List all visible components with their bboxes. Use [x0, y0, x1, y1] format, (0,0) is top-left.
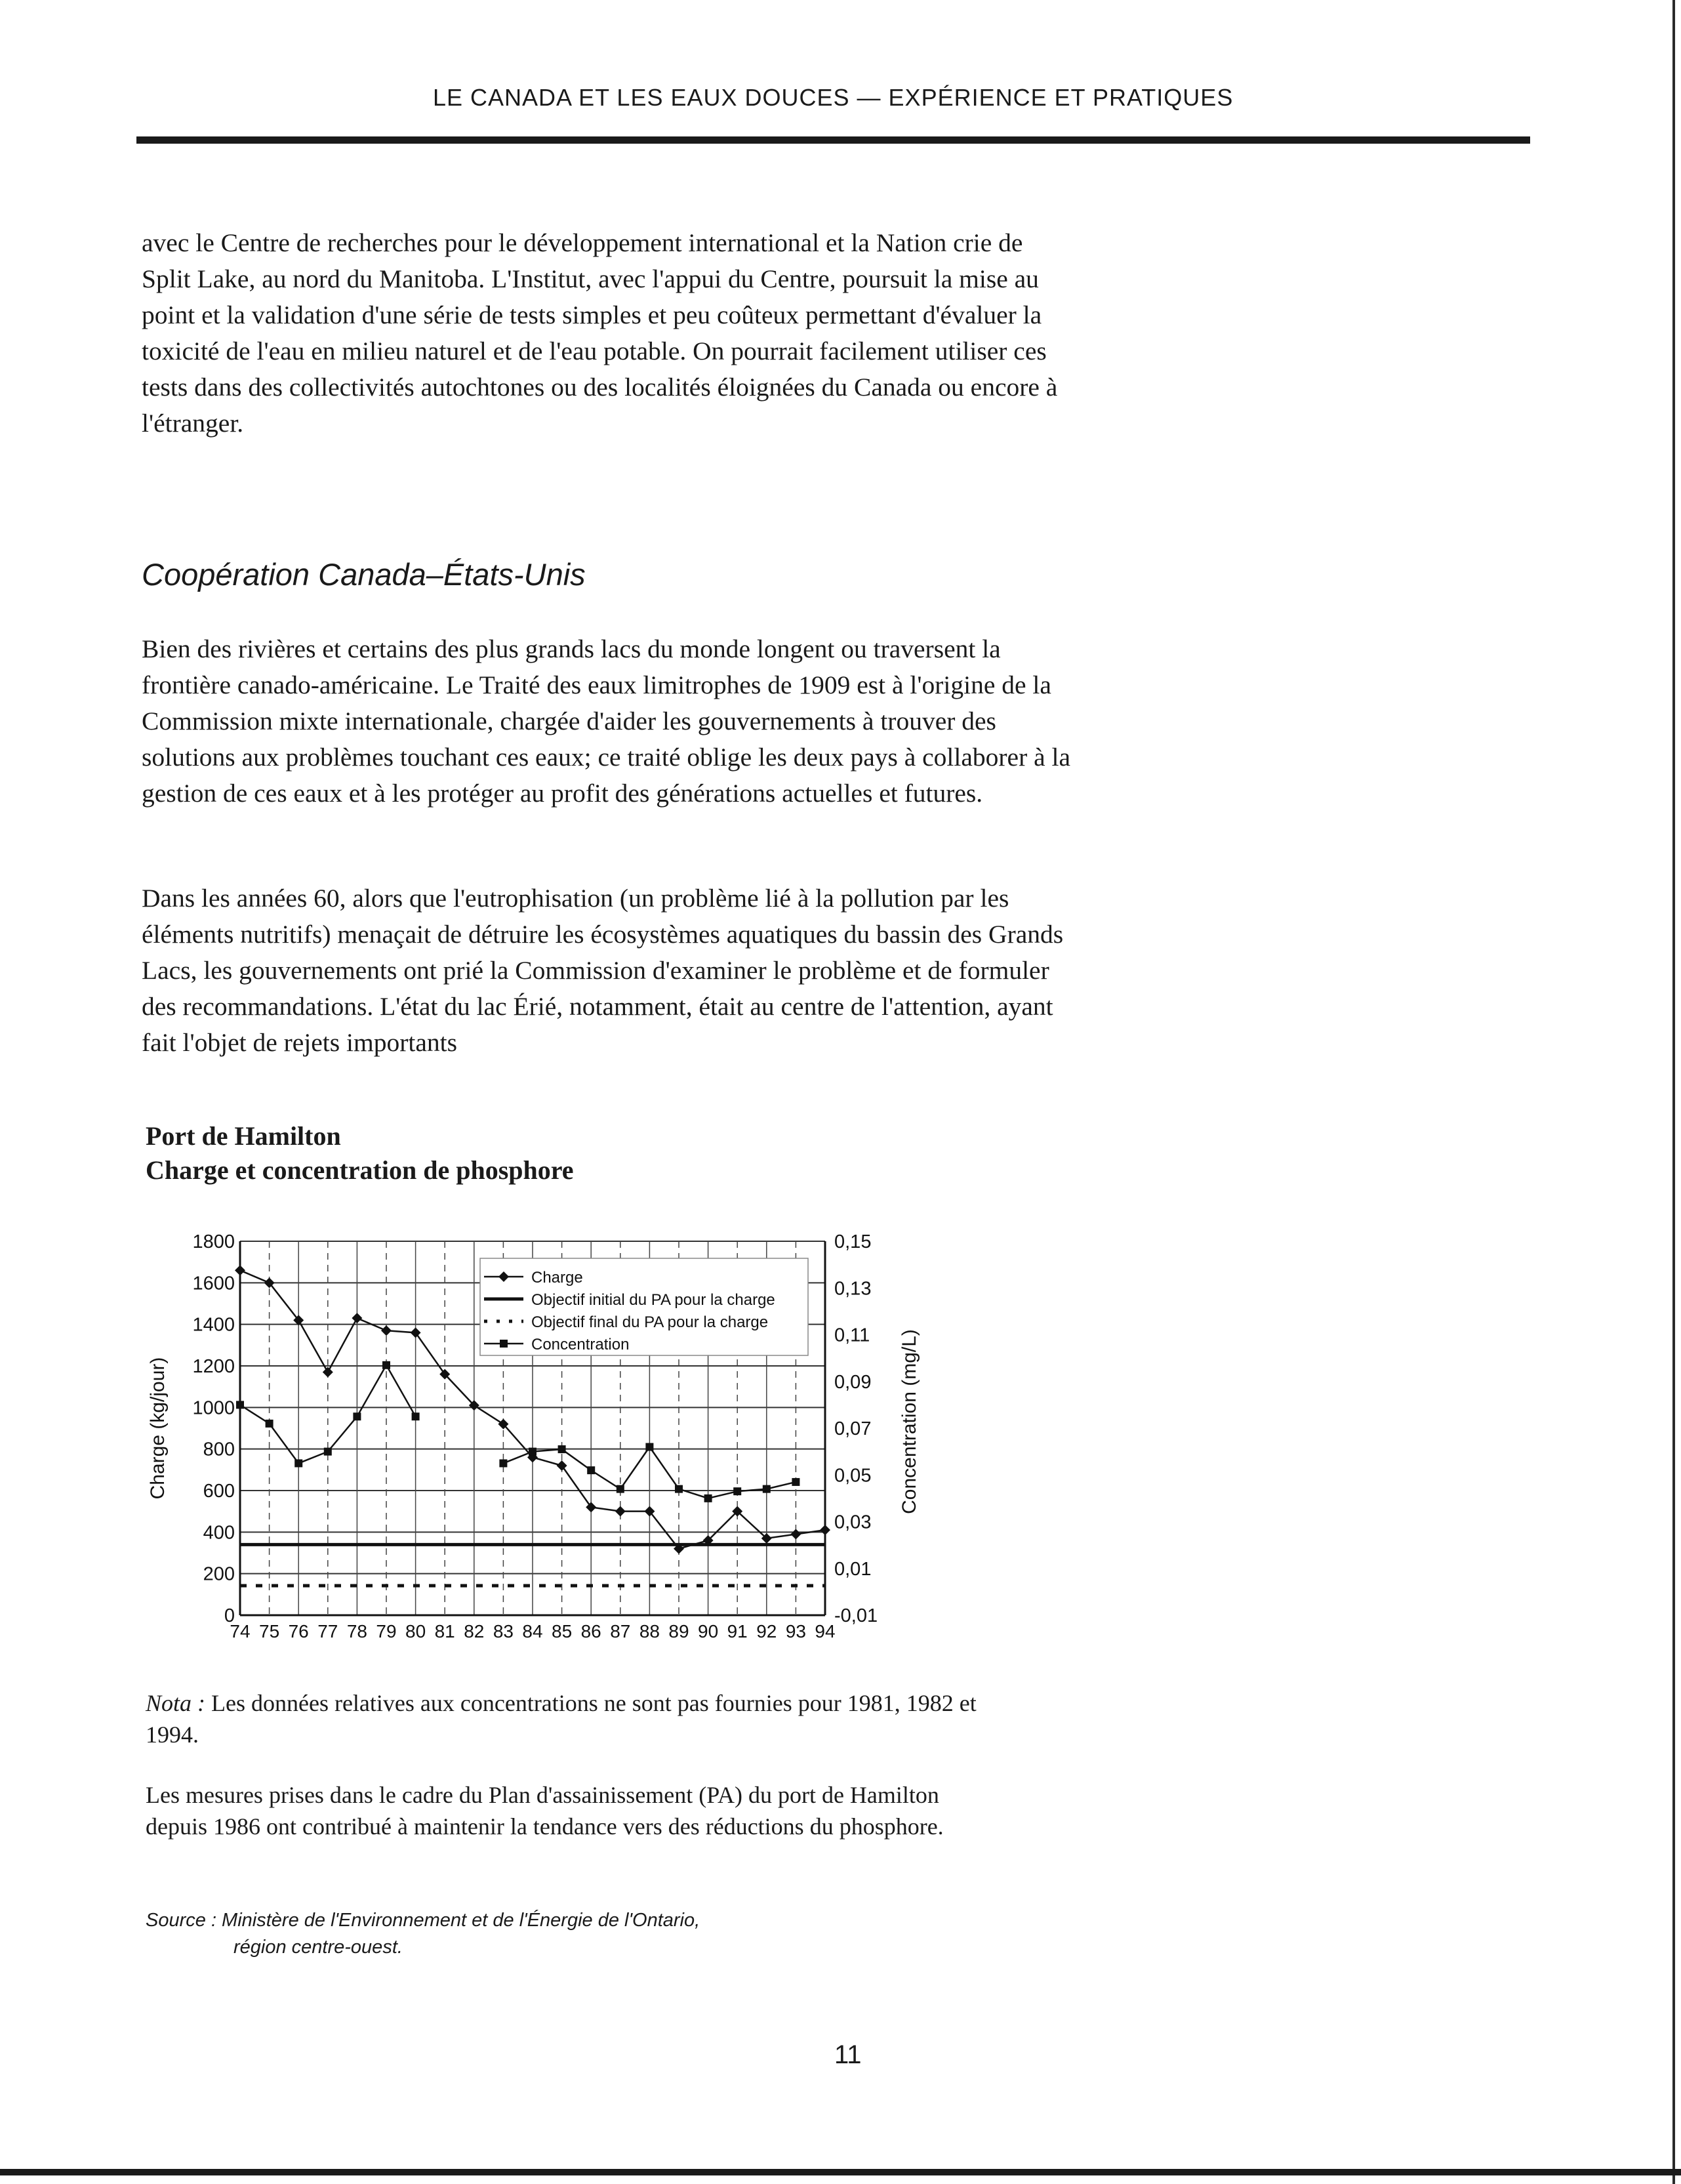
figure-note: [146, 1687, 998, 1750]
data-point-concentration: [645, 1443, 653, 1451]
page-edge: [1672, 0, 1675, 2184]
figure-title-line2: Charge et concentration de phosphore: [146, 1155, 574, 1185]
x-tick-label: 91: [727, 1621, 748, 1641]
paragraph-3: Dans les années 60, alors que l'eutrophisation (un problème lié à la pollution par les éléments nutritifs) menaçait de détruire les écosystèmes aquatiques du bassin des Grands Lacs, les gouvernements ont prié la Commission d'examiner le problème et de formuler des recommandations. L'état du lac Érié, notamment, était au centre de l'attention, ayant fait l'objet de rejets importants: [142, 884, 1064, 1057]
data-point-charge: [323, 1367, 333, 1378]
y-tick-label-left: 1200: [192, 1356, 235, 1377]
note-label: Nota :: [146, 1690, 206, 1716]
data-point-concentration: [499, 1459, 507, 1467]
x-tick-label: 89: [668, 1621, 689, 1641]
legend-marker: [500, 1340, 508, 1348]
y-tick-label-left: 200: [203, 1563, 235, 1585]
y-tick-label-right: 0,13: [834, 1278, 872, 1300]
legend-label: Objectif final du PA pour la charge: [531, 1313, 769, 1331]
x-tick-label: 74: [230, 1621, 251, 1641]
data-point-concentration: [558, 1445, 566, 1453]
data-point-concentration: [704, 1494, 712, 1502]
data-point-charge: [790, 1529, 801, 1540]
source-line-1: Source : Ministère de l'Environnement et de l'Énergie de l'Ontario,: [146, 1910, 700, 1931]
running-header: LE CANADA ET LES EAUX DOUCES — EXPÉRIENCE ET PRATIQUES: [433, 84, 1234, 111]
y-tick-label-right: 0,15: [834, 1231, 872, 1252]
legend-label: Charge: [531, 1269, 583, 1287]
x-tick-label: 83: [493, 1621, 514, 1641]
data-point-concentration: [529, 1448, 537, 1456]
x-tick-label: 93: [785, 1621, 806, 1641]
data-point-charge: [235, 1265, 245, 1275]
section-heading: Coopération Canada–États-Unis: [142, 557, 586, 592]
y-tick-label-right: 0,07: [834, 1418, 872, 1439]
y-tick-label-right: 0,11: [834, 1325, 870, 1346]
y-tick-label-left: 400: [203, 1522, 235, 1544]
data-point-charge: [557, 1460, 567, 1471]
y-tick-label-left: 1400: [192, 1314, 235, 1336]
y-tick-label-left: 1600: [192, 1273, 235, 1294]
x-tick-label: 86: [580, 1621, 601, 1641]
data-point-concentration: [294, 1459, 302, 1467]
y-axis-title-right: Concentration (mg/L): [899, 1329, 920, 1514]
phosphorus-chart: [138, 1220, 958, 1666]
source-line-2: région centre-ouest.: [233, 1937, 403, 1958]
data-point-concentration: [324, 1448, 332, 1456]
page-number: 11: [834, 2040, 862, 2069]
y-tick-label-right: 0,03: [834, 1512, 872, 1533]
bottom-rule: [0, 2169, 1681, 2175]
data-point-concentration: [353, 1412, 361, 1420]
figure-title-line1: Port de Hamilton: [146, 1121, 341, 1151]
y-tick-label-right: -0,01: [834, 1605, 878, 1626]
x-tick-label: 82: [464, 1621, 485, 1641]
data-point-concentration: [587, 1466, 595, 1474]
figure-caption: Les mesures prises dans le cadre du Plan d'assainissement (PA) du port de Hamilton depuis 1986 ont contribué à maintenir la tendance vers des réductions du phosphore.: [146, 1782, 944, 1840]
y-tick-label-left: 800: [203, 1439, 235, 1460]
y-tick-label-left: 1800: [192, 1231, 235, 1252]
x-tick-label: 84: [522, 1621, 543, 1641]
y-tick-label-left: 0: [224, 1605, 235, 1626]
data-point-concentration: [266, 1420, 273, 1428]
y-axis-title-left: Charge (kg/jour): [147, 1357, 169, 1500]
x-tick-label: 88: [639, 1621, 660, 1641]
data-point-concentration: [792, 1478, 800, 1486]
x-tick-label: 76: [288, 1621, 309, 1641]
paragraph-2: Bien des rivières et certains des plus grands lacs du monde longent ou traversent la frontière canado-américaine. Le Traité des eaux limitrophes de 1909 est à l'origine de la Commission mixte internationale, chargée d'aider les gouvernements à trouver des solutions aux problèmes touchant ces eaux; ce traité oblige les deux pays à collaborer à la gestion de ces eaux et à les protéger au profit des générations actuelles et futures.: [142, 634, 1071, 808]
data-point-charge: [820, 1525, 830, 1535]
data-point-concentration: [236, 1401, 244, 1409]
data-point-charge: [586, 1502, 596, 1512]
data-point-concentration: [763, 1485, 771, 1493]
y-tick-label-left: 600: [203, 1481, 235, 1502]
x-tick-label: 92: [756, 1621, 777, 1641]
data-point-charge: [381, 1325, 392, 1336]
x-tick-label: 77: [317, 1621, 338, 1641]
legend-label: Objectif initial du PA pour la charge: [531, 1291, 775, 1309]
x-tick-label: 78: [346, 1621, 367, 1641]
header-rule: [136, 136, 1530, 144]
x-tick-label: 79: [376, 1621, 397, 1641]
x-tick-label: 87: [610, 1621, 631, 1641]
data-point-concentration: [675, 1485, 683, 1493]
data-point-concentration: [733, 1487, 741, 1495]
data-point-concentration: [412, 1412, 420, 1420]
data-point-charge: [352, 1313, 362, 1323]
x-tick-label: 81: [434, 1621, 455, 1641]
x-tick-label: 94: [815, 1621, 836, 1641]
data-point-charge: [615, 1506, 626, 1517]
data-point-concentration: [382, 1361, 390, 1369]
y-tick-label-left: 1000: [192, 1397, 235, 1419]
note-text: Les données relatives aux concentrations ne sont pas fournies pour 1981, 1982 et 1994.: [146, 1690, 977, 1748]
y-tick-label-right: 0,05: [834, 1465, 872, 1487]
x-tick-label: 75: [259, 1621, 280, 1641]
paragraph-1: avec le Centre de recherches pour le développement international et la Nation crie de Split Lake, au nord du Manitoba. L'Institut, avec l'appui du Centre, poursuit la mise au point et la validation d'une série de tests simples et peu coûteux permettant d'évaluer la toxicité de l'eau en milieu naturel et de l'eau potable. On pourrait facilement utiliser ces tests dans des collectivités autochtones ou des localités éloignées du Canada ou encore à l'étranger.: [142, 228, 1058, 438]
y-tick-label-right: 0,09: [834, 1371, 872, 1393]
x-tick-label: 80: [405, 1621, 426, 1641]
y-tick-label-right: 0,01: [834, 1558, 872, 1580]
legend-label: Concentration: [531, 1336, 630, 1353]
data-point-charge: [411, 1327, 421, 1338]
x-tick-label: 85: [552, 1621, 573, 1641]
x-tick-label: 90: [698, 1621, 719, 1641]
data-point-concentration: [617, 1485, 624, 1493]
